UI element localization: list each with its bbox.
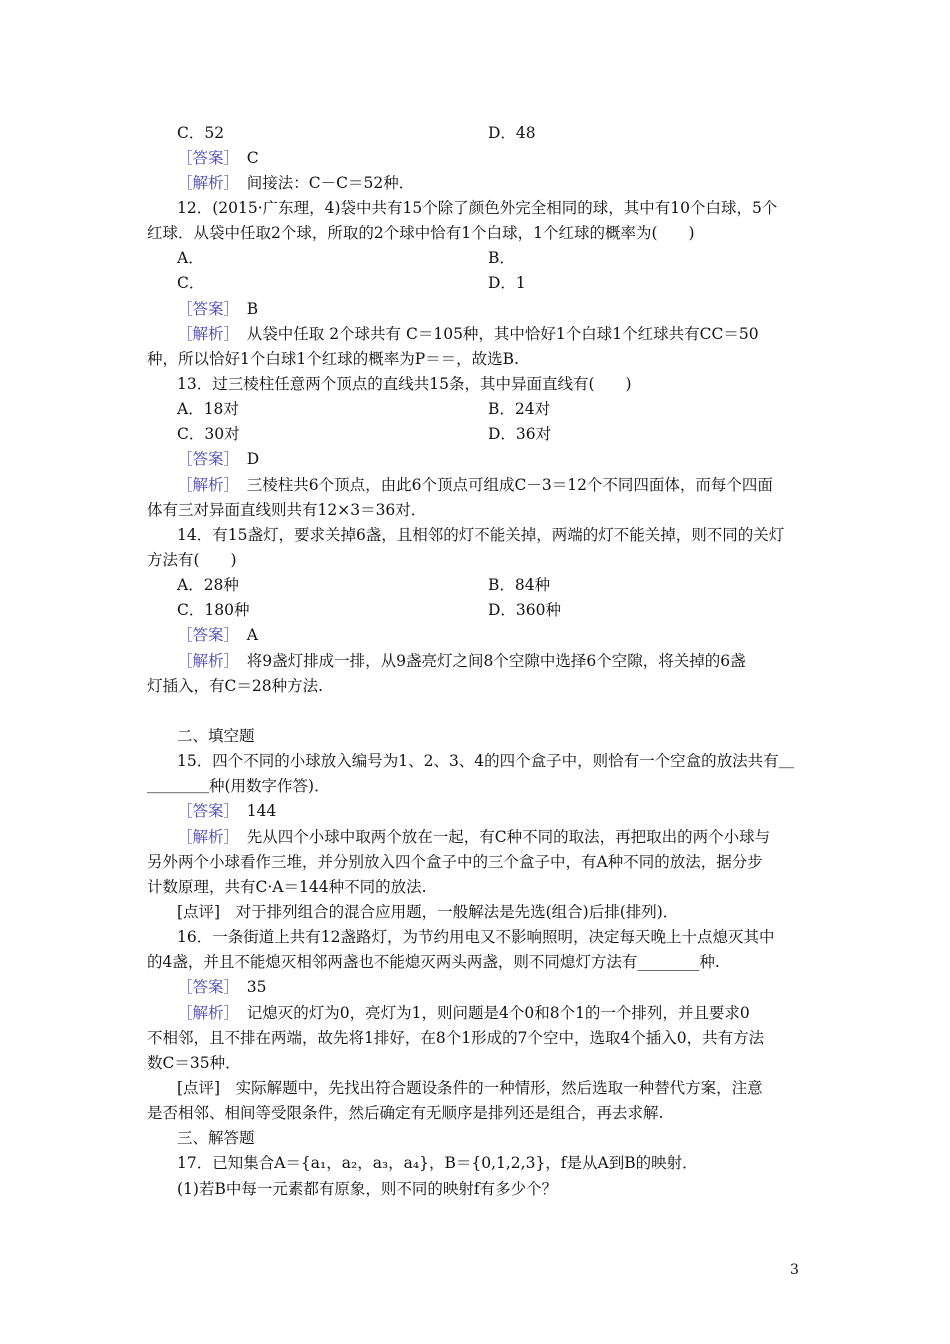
text-line: 方法有( ) — [147, 551, 237, 569]
text-line: 是否相邻、相间等受限条件，然后确定有无顺序是排列还是组合，再去求解. — [147, 1104, 664, 1122]
answer-tag: ［答案］ — [177, 978, 232, 996]
answer-text: 记熄灭的灯为0，亮灯为1，则问题是4个0和8个1的一个排列，并且要求0 — [231, 1004, 750, 1022]
option-right: D．360种 — [488, 601, 562, 619]
answer-text: 35 — [231, 978, 267, 996]
text-line: 灯插入，有C＝28种方法. — [147, 677, 324, 695]
option-right: B．84种 — [488, 576, 551, 594]
text-line: 二、填空题 — [177, 727, 255, 745]
text-line: [点评] 实际解题中，先找出符合题设条件的一种情形，然后选取一种替代方案，注意 — [177, 1079, 763, 1097]
text-line: 16．一条街道上共有12盏路灯，为节约用电又不影响照明，决定每天晚上十点熄灭其中 — [177, 928, 775, 946]
answer-text: D — [231, 450, 260, 468]
answer-tag: ［答案］ — [177, 450, 232, 468]
answer-tag: ［答案］ — [177, 626, 232, 644]
text-line: 13．过三棱柱任意两个顶点的直线共15条，其中异面直线有( ) — [177, 375, 632, 393]
answer-tag: ［答案］ — [177, 300, 232, 318]
answer-line — [177, 297, 837, 322]
option-left: A． — [177, 249, 204, 267]
text-line: 14．有15盏灯，要求关掉6盏，且相邻的灯不能关掉，两端的灯不能关掉，则不同的关灯 — [177, 526, 785, 544]
option-right: D．36对 — [488, 425, 552, 443]
text-line: 的4盏，并且不能熄灭相邻两盏也不能熄灭两头两盏，则不同熄灯方法有________种. — [147, 953, 720, 971]
option-right: B． — [488, 249, 515, 267]
option-left: C．52 — [177, 124, 225, 142]
answer-tag: ［解析］ — [177, 325, 232, 343]
answer-tag: ［答案］ — [177, 149, 232, 167]
answer-tag: ［解析］ — [177, 828, 232, 846]
option-left: A．18对 — [177, 400, 239, 418]
text-line: 种，所以恰好1个白球1个红球的概率为P＝＝，故选B. — [147, 350, 519, 368]
text-line: (1)若B中每一元素都有原象，则不同的映射f有多少个？ — [177, 1180, 558, 1198]
answer-tag: ［答案］ — [177, 802, 232, 820]
text-line: [点评] 对于排列组合的混合应用题，一般解法是先选(组合)后排(排列)． — [177, 903, 679, 921]
answer-text: 三棱柱共6个顶点，由此6个顶点可组成C－3＝12个不同四面体，而每个四面 — [231, 476, 773, 494]
text-line: 数C＝35种． — [147, 1054, 241, 1072]
answer-line — [177, 171, 837, 196]
text-line: 红球．从袋中任取2个球，所取的2个球中恰有1个白球，1个红球的概率为( ) — [147, 224, 695, 242]
answer-tag: ［解析］ — [177, 652, 232, 670]
answer-line — [177, 146, 837, 171]
page-number: 3 — [790, 1262, 799, 1278]
answer-tag: ［解析］ — [177, 476, 232, 494]
text-line: 不相邻，且不排在两端，故先将1排好，在8个1形成的7个空中，选取4个插入0，共有方法 — [147, 1029, 765, 1047]
answer-line — [177, 825, 837, 850]
option-left: A．28种 — [177, 576, 239, 594]
answer-text: A — [231, 626, 258, 644]
option-right: D．1 — [488, 274, 526, 292]
option-left: C．30对 — [177, 425, 240, 443]
answer-text: 将9盏灯排成一排，从9盏亮灯之间8个空隙中选择6个空隙，将关掉的6盏 — [231, 652, 746, 670]
answer-tag: ［解析］ — [177, 1004, 232, 1022]
answer-text: 144 — [231, 802, 277, 820]
option-right: D．48 — [488, 124, 536, 142]
answer-text: 间接法：C－C＝52种． — [231, 174, 415, 192]
answer-line — [177, 623, 837, 648]
text-line: ＿＿＿＿种(用数字作答)． — [147, 777, 330, 795]
answer-line — [177, 322, 837, 347]
answer-line — [177, 1001, 837, 1026]
answer-tag: ［解析］ — [177, 174, 232, 192]
answer-line — [177, 975, 837, 1000]
text-line: 计数原理，共有C·A＝144种不同的放法. — [147, 878, 427, 896]
option-left: C．180种 — [177, 601, 250, 619]
option-left: C． — [177, 274, 205, 292]
text-line: 另外两个小球看作三堆，并分别放入四个盒子中的三个盒子中，有A种不同的放法，据分步 — [147, 853, 763, 871]
text-line: 体有三对异面直线则共有12×3＝36对． — [147, 501, 427, 519]
option-right: B．24对 — [488, 400, 551, 418]
text-line: 三、解答题 — [177, 1129, 255, 1147]
answer-text: 先从四个小球中取两个放在一起，有C种不同的取法，再把取出的两个小球与 — [231, 828, 771, 846]
answer-line — [177, 799, 837, 824]
answer-line — [177, 447, 837, 472]
answer-text: B — [231, 300, 259, 318]
answer-line — [177, 473, 837, 498]
answer-text: 从袋中任取 2个球共有 C＝105种，其中恰好1个白球1个红球共有CC＝50 — [231, 325, 759, 343]
text-line: 17．已知集合A＝{a₁，a₂，a₃，a₄}，B＝{0,1,2,3}，f是从A到B的映射． — [177, 1154, 698, 1172]
text-line: 15．四个不同的小球放入编号为1、2、3、4的四个盒子中，则恰有一个空盒的放法共有＿ — [177, 752, 795, 770]
answer-line — [177, 649, 837, 674]
answer-text: C — [231, 149, 259, 167]
text-line: 12．(2015·广东理，4)袋中共有15个除了颜色外完全相同的球，其中有10个白球，5个 — [177, 199, 778, 217]
